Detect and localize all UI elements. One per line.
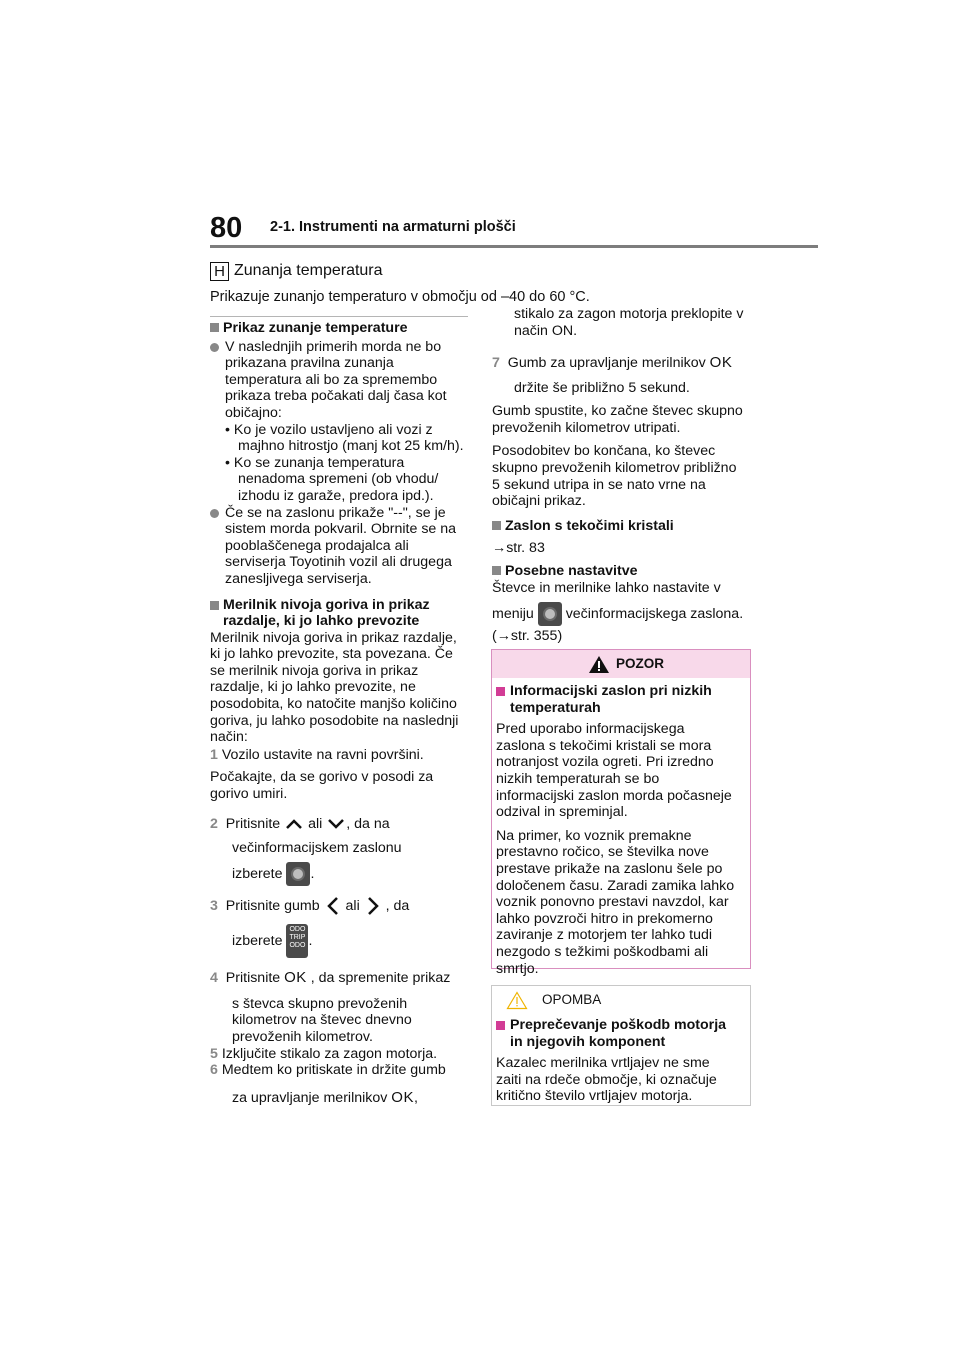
caution-header [492, 650, 750, 678]
step-3: 3 Pritisnite gumb ali , da izberete ODO TRIP ODO . [210, 894, 472, 958]
bullet-item: V naslednjih primerih morda ne bo prikazana pravilna zunanja temperatura ali bo za spremembo prikaza treba počakati dalj časa kot običajno: • Ko je vozilo ustavljeno ali vozi z majhno hitrostjo (manj kot 25 km/h). • Ko se zunanja temperatura nenadoma spremeni (ob vhodu/ izhodu iz garaže, predora ipd.). [210, 339, 472, 505]
ok-button-icon: OK [709, 354, 733, 372]
warning-triangle-icon [588, 655, 610, 674]
step-2: 2 Pritisnite ali , da na večinformacijskem zaslonu izberete . [210, 812, 472, 886]
release-paragraph: Gumb spustite, ko začne števec skupno prevoženih kilometrov utripati. [492, 403, 743, 436]
step-5: 5 Izključite stikalo za zagon motorja. [210, 1045, 438, 1062]
round-bullet-icon [210, 343, 219, 352]
square-bullet-icon [496, 1021, 505, 1030]
notice-box [491, 985, 751, 1106]
step-7: 7 Gumb za upravljanje merilnikov OK držite še približno 5 sekund. [492, 354, 733, 397]
notice-label: OPOMBA [542, 992, 602, 1007]
warning-triangle-outline-icon [506, 991, 528, 1010]
step-1: 1 Vozilo ustavite na ravni površini. [210, 746, 424, 763]
section-title: Zunanja temperatura [234, 262, 383, 279]
square-bullet-icon [492, 521, 501, 530]
ok-button-icon: OK [284, 968, 307, 986]
left-column [210, 320, 472, 1110]
settings-menu-line: meniju večinformacijskega zaslona. [492, 602, 752, 626]
page-reference: (→str. 355) [492, 628, 563, 645]
wait-paragraph: Počakajte, da se gorivo v posodi za gorivo umiri. [210, 769, 434, 803]
fuel-paragraph: Merilnik nivoja goriva in prikaz razdalje, ki jo lahko prevozite, sta povezana. Če se merilnik nivoja goriva in prikaz razdalje, ki jo lahko prevozite, ne posodobita, ko natočite manjšo količino goriva, ju lahko posodobite na naslednji način: [210, 629, 459, 746]
settings-paragraph: Števce in merilnike lahko nastavite v [492, 579, 721, 596]
column-rule [210, 316, 468, 317]
heading-outside-temp: Prikaz zunanje temperature [210, 320, 472, 337]
settings-gear-icon [538, 602, 562, 626]
header-rule [210, 245, 818, 248]
chevron-down-icon [326, 817, 346, 831]
step-4: 4 Pritisnite OK , da spremenite prikaz s števca skupno prevoženih kilometrov na števec dnevno prevoženih kilometrov. [210, 968, 451, 1046]
bullet-item: Če se na zaslonu prikaže "--", se je sistem morda pokvaril. Obrnite se na pooblaščenega prodajalca ali serviserja Toyotinih vozil ali drugega zanesljivega serviserja. [210, 505, 472, 588]
ok-button-icon: OK [391, 1088, 414, 1106]
square-bullet-icon [496, 687, 505, 696]
caution-paragraph: Na primer, ko voznik premakne prestavno ročico, se številka nove prestave prikaže na zaslonu šele po določenem času. Zaradi zamika lahko voznik ponovno prestavi navzdol, kar lahko povzroči hitro in prekomerno zaviranje z motorjem ter lahko tudi nezgodo s težkimi poškodbami ali smrtjo. [496, 827, 735, 977]
odo-trip-icon: ODO TRIP ODO [286, 924, 308, 958]
heading-settings: Posebne nastavitve [492, 563, 752, 580]
update-paragraph: Posodobitev bo končana, ko števec skupno prevoženih kilometrov približno 5 sekund utripa in se nato vrne na običajni prikaz. [492, 443, 737, 510]
page-reference: →str. 83 [492, 540, 545, 557]
notice-content [492, 1014, 750, 1105]
caution-heading: Informacijski zaslon pri nizkih temperaturah [496, 683, 746, 716]
notice-heading: Preprečevanje poškodb motorja in njegovih komponent [496, 1017, 746, 1050]
heading-lcd: Zaslon s tekočimi kristali [492, 518, 752, 535]
heading-fuel-gauge: Merilnik nivoja goriva in prikaz razdalje, ki jo lahko prevozite [210, 597, 472, 630]
notice-header [492, 986, 750, 1014]
round-bullet-icon [210, 509, 219, 518]
square-bullet-icon [210, 323, 219, 332]
section-intro: Prikazuje zunanjo temperaturo v območju od –40 do 60 °C. [210, 289, 590, 305]
chevron-up-icon [284, 817, 304, 831]
right-column [492, 306, 752, 645]
caution-paragraph: Pred uporabo informacijskega zaslona s tekočimi kristali se mora notranjost vozila ogreti. Pri izredno nizkih temperaturah se bo informacijski zaslon morda počasneje odzival in spreminjal. [496, 721, 732, 821]
running-header: 2-1. Instrumenti na armaturni plošči [270, 219, 516, 235]
step-6-cont: za upravljanje merilnikov OK, [232, 1088, 418, 1106]
chevron-right-icon [364, 895, 382, 917]
step-6-tail: stikalo za zagon motorja preklopite v način ON. [514, 306, 744, 339]
step-6: 6 Medtem ko pritiskate in držite gumb [210, 1062, 446, 1079]
square-bullet-icon [210, 601, 219, 610]
caution-label: POZOR [616, 656, 665, 671]
notice-paragraph: Kazalec merilnika vrtljajev ne sme zaiti na rdeče območje, ki označuje kritično število vrtljajev motorja. [496, 1055, 717, 1105]
caution-content [492, 678, 750, 977]
chevron-left-icon [324, 895, 342, 917]
section-letter-box: H [210, 262, 229, 281]
caution-box [491, 649, 751, 977]
page-number: 80 [210, 212, 243, 244]
square-bullet-icon [492, 566, 501, 575]
settings-gear-icon [286, 862, 310, 886]
